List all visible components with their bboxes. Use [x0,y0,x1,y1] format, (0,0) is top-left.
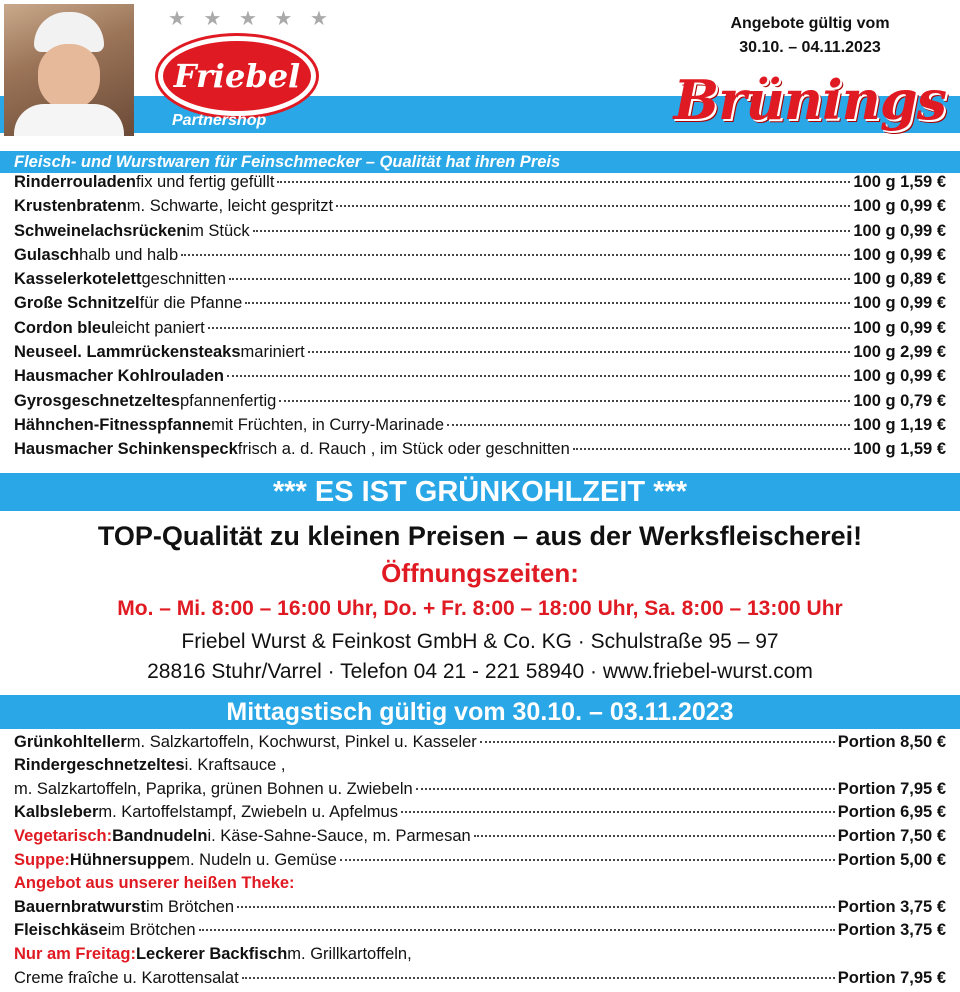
dot-leader [474,835,835,837]
item-desc: halb und halb [79,246,178,265]
top-quality-slogan: TOP-Qualität zu kleinen Preisen – aus der Werksfleischerei! [0,521,960,552]
validity-notice [690,12,930,60]
item-desc: m. Salzkartoffeln, Kochwurst, Pinkel u. Kasseler [127,733,477,752]
item-desc: mit Früchten, in Curry-Marinade [211,416,444,435]
dot-leader [340,859,835,861]
item-desc: m. Kartoffelstampf, Zwiebeln u. Apfelmus [98,803,398,822]
item-prefix: Nur am Freitag: [14,945,136,964]
item-prefix: Suppe: [14,851,70,870]
opening-hours: Mo. – Mi. 8:00 – 16:00 Uhr, Do. + Fr. 8:00 – 18:00 Uhr, Sa. 8:00 – 13:00 Uhr [0,597,960,621]
lunch-item-continued [14,969,946,992]
item-name: Kasselerkotelett [14,270,141,289]
item-price: Portion 8,50 € [838,733,946,752]
hot-counter-heading: Angebot aus unserer heißen Theke: [14,874,295,893]
meat-item [14,173,946,197]
item-price: 100 g 1,59 € [853,440,946,459]
coat [14,104,124,136]
item-desc: geschnitten [141,270,225,289]
item-desc: i. Käse-Sahne-Sauce, m. Parmesan [207,827,470,846]
validity-line-1: Angebote gültig vom [690,12,930,36]
item-price: 100 g 1,19 € [853,416,946,435]
meat-item [14,440,946,464]
friebel-logo [158,36,316,116]
lunch-banner: Mittagstisch gültig vom 30.10. – 03.11.2023 [0,695,960,729]
item-desc: i. Kraftsauce , [185,756,286,775]
item-desc: leicht paniert [111,319,205,338]
dot-leader [277,181,850,183]
item-price: Portion 7,95 € [838,780,946,799]
meat-item [14,416,946,440]
item-desc: im Stück [186,222,249,241]
item-desc: im Brötchen [146,898,234,917]
meat-item [14,246,946,270]
item-desc: fix und fertig gefüllt [136,173,275,192]
meat-item [14,343,946,367]
lunch-item [14,851,946,875]
item-price: 100 g 0,99 € [853,367,946,386]
address-line-2: 28816 Stuhr/Varrel · Telefon 04 21 - 221 58940 · www.friebel-wurst.com [0,657,960,687]
item-desc: für die Pfanne [140,294,243,313]
dot-leader [181,254,850,256]
item-price: Portion 3,75 € [838,898,946,917]
meat-item [14,392,946,416]
dot-leader [308,351,851,353]
item-name: Neuseel. Lammrückensteaks [14,343,241,362]
partnershop-label: Partnershop [172,112,266,130]
meat-item [14,367,946,391]
dot-leader [229,278,850,280]
item-name: Krustenbraten [14,197,127,216]
dot-leader [447,424,850,426]
dot-leader [401,811,835,813]
friebel-logo-text: Friebel [174,57,300,95]
item-name: Fleischkäse [14,921,108,940]
item-name: Schweinelachsrücken [14,222,186,241]
item-price: 100 g 0,99 € [853,294,946,313]
item-name: Rindergeschnetzeltes [14,756,185,775]
lunch-item [14,733,946,757]
dot-leader [336,205,850,207]
dot-leader [279,400,850,402]
lunch-item [14,898,946,922]
item-price: Portion 6,95 € [838,803,946,822]
item-name: Hausmacher Kohlrouladen [14,367,224,386]
opening-hours-title: Öffnungszeiten: [0,558,960,589]
lunch-list [0,729,960,992]
face [38,44,100,110]
meat-item [14,197,946,221]
item-desc: m. Salzkartoffeln, Paprika, grünen Bohnen u. Zwiebeln [14,780,413,799]
butcher-photo [4,4,134,136]
rating-stars-icon: ★ ★ ★ ★ ★ [168,6,334,31]
lunch-item [14,827,946,851]
item-desc: pfannenfertig [180,392,276,411]
item-name: Grünkohlteller [14,733,127,752]
address-block [0,627,960,687]
item-price: 100 g 0,79 € [853,392,946,411]
lunch-item [14,945,946,969]
meat-heading: Fleisch- und Wurstwaren für Feinschmecker – Qualität hat ihren Preis [0,151,960,173]
item-price: 100 g 0,99 € [853,197,946,216]
item-desc: m. Grillkartoffeln, [287,945,411,964]
validity-line-2: 30.10. – 04.11.2023 [690,36,930,60]
item-price: Portion 3,75 € [838,921,946,940]
item-price: Portion 5,00 € [838,851,946,870]
dot-leader [245,302,850,304]
item-price: Portion 7,50 € [838,827,946,846]
lunch-section-heading [14,874,946,898]
item-price: Portion 7,95 € [838,969,946,988]
item-price: 100 g 0,99 € [853,319,946,338]
meat-item [14,319,946,343]
item-name: Rinderrouladen [14,173,136,192]
dot-leader [227,375,850,377]
item-price: 100 g 1,59 € [853,173,946,192]
item-name: Bauernbratwurst [14,898,146,917]
dot-leader [199,929,835,931]
item-name: Gyrosgeschnetzeltes [14,392,180,411]
lunch-item-continued [14,780,946,804]
dot-leader [480,741,835,743]
lunch-item [14,803,946,827]
dot-leader [237,906,835,908]
item-name: Hausmacher Schinkenspeck [14,440,238,459]
header [0,0,960,140]
item-desc: im Brötchen [108,921,196,940]
item-desc: m. Nudeln u. Gemüse [176,851,337,870]
meat-item [14,222,946,246]
meat-list [0,173,960,465]
gruenkohl-banner: *** ES IST GRÜNKOHLZEIT *** [0,471,960,513]
item-price: 100 g 2,99 € [853,343,946,362]
item-price: 100 g 0,99 € [853,246,946,265]
meat-item [14,294,946,318]
item-prefix: Vegetarisch: [14,827,112,846]
item-name: Gulasch [14,246,79,265]
item-name: Cordon bleu [14,319,111,338]
item-desc: frisch a. d. Rauch , im Stück oder geschnitten [238,440,570,459]
item-name: Hähnchen-Fitnesspfanne [14,416,211,435]
address-line-1: Friebel Wurst & Feinkost GmbH & Co. KG · Schulstraße 95 – 97 [0,627,960,657]
lunch-item [14,756,946,780]
dot-leader [416,788,835,790]
meat-item [14,270,946,294]
item-desc: m. Schwarte, leicht gespritzt [127,197,333,216]
dot-leader [573,448,851,450]
item-name: Hühnersuppe [70,851,176,870]
item-name: Leckerer Backfisch [136,945,287,964]
item-price: 100 g 0,99 € [853,222,946,241]
dot-leader [208,327,851,329]
item-desc: Creme fraîche u. Karottensalat [14,969,239,988]
item-desc: mariniert [241,343,305,362]
lunch-item [14,921,946,945]
item-name: Kalbsleber [14,803,98,822]
item-name: Große Schnitzel [14,294,140,313]
dot-leader [242,977,835,979]
item-price: 100 g 0,89 € [853,270,946,289]
bruenings-logo: Brünings [673,68,946,132]
item-name: Bandnudeln [112,827,207,846]
dot-leader [253,230,851,232]
